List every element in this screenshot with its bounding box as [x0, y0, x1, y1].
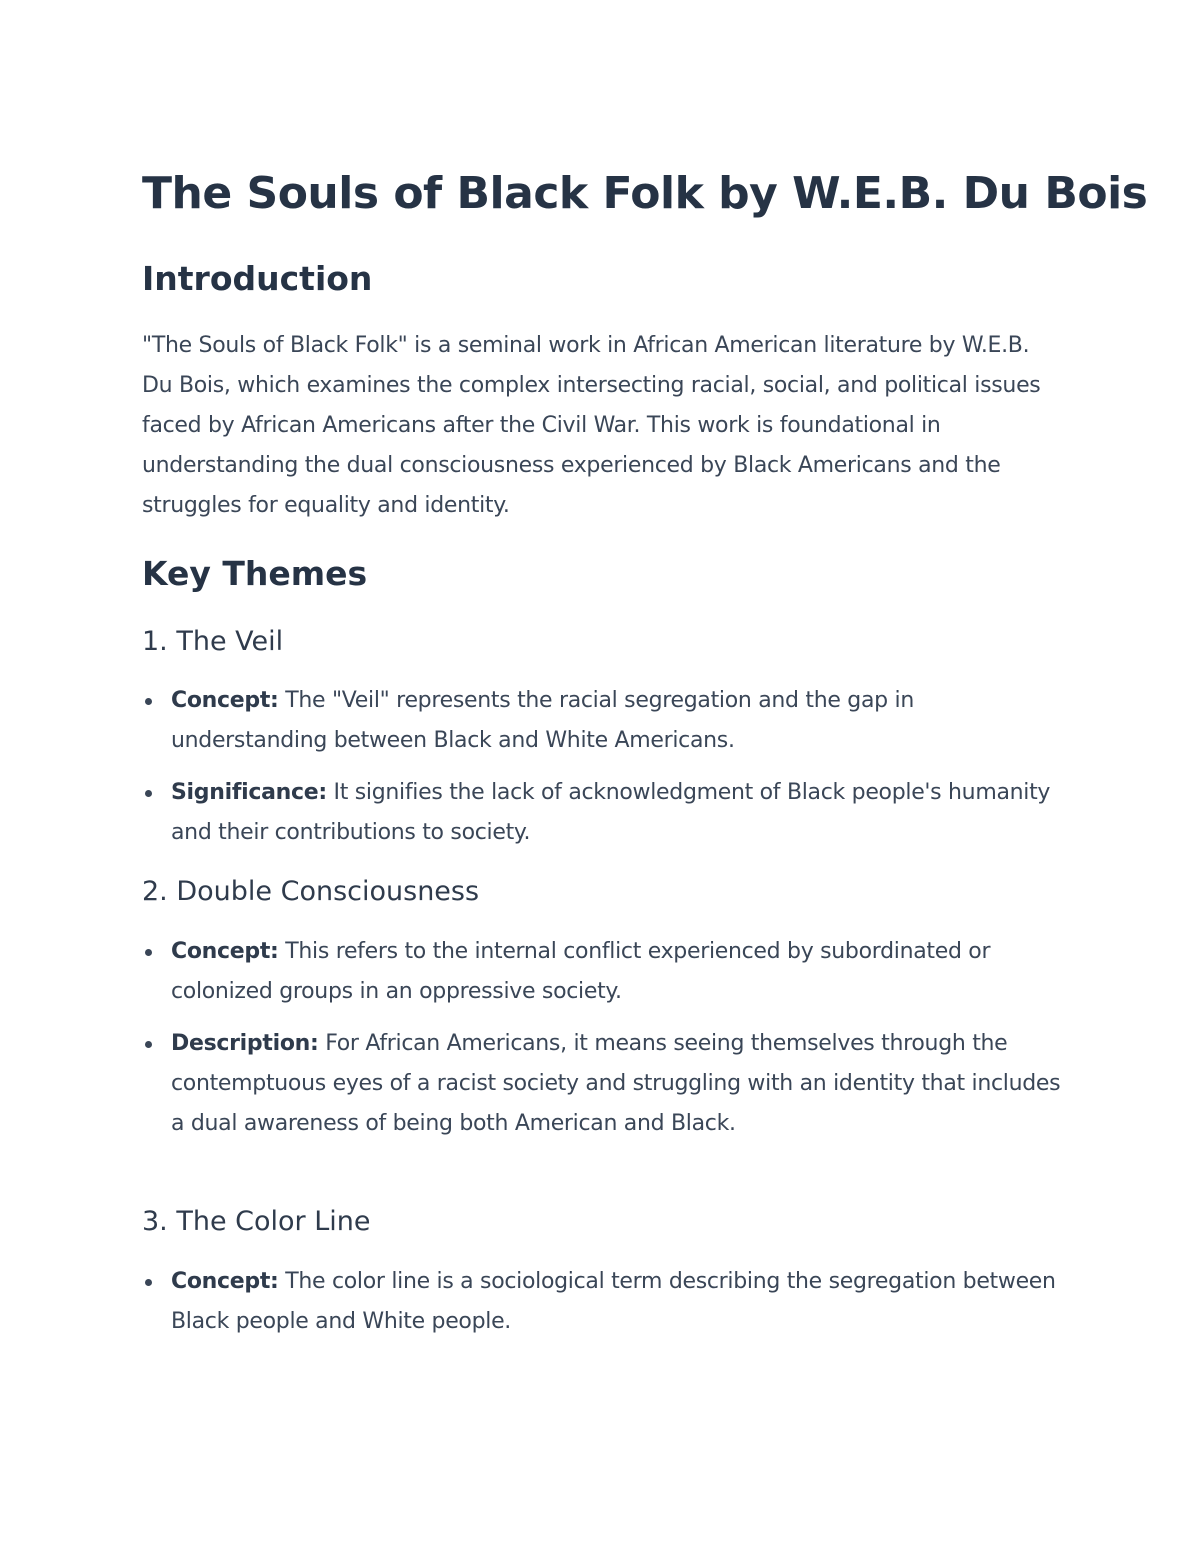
theme-heading-veil: 1. The Veil — [142, 626, 284, 657]
point-text: The "Veil" represents the racial segregation and the gap in understanding between Black and White Americans. — [171, 688, 914, 753]
document-title: The Souls of Black Folk by W.E.B. Du Bois — [142, 168, 1148, 219]
list-item — [142, 681, 1062, 761]
point-term: Concept: — [171, 939, 279, 964]
introduction-paragraph: "The Souls of Black Folk" is a seminal work in African American literature by W.E.B. Du Bois, which examines the complex intersecting racial, social, and political issues faced by African Americans after the Civil War. This work is foundational in understanding the dual consciousness experienced by Black Americans and the struggles for equality and identity. — [142, 333, 1041, 518]
point-term: Concept: — [171, 688, 279, 713]
theme-heading-double-consciousness: 2. Double Consciousness — [142, 876, 480, 907]
key-themes-heading: Key Themes — [142, 554, 368, 593]
theme-list-double-consciousness — [142, 932, 1062, 1156]
bullet-dot-icon — [145, 1041, 152, 1048]
point-term: Significance: — [171, 780, 327, 805]
theme-heading-color-line: 3. The Color Line — [142, 1206, 371, 1237]
bullet-dot-icon — [145, 949, 152, 956]
bullet-dot-icon — [145, 790, 152, 797]
list-item — [142, 1262, 1062, 1342]
point-term: Description: — [171, 1031, 319, 1056]
point-text: For African Americans, it means seeing themselves through the contemptuous eyes of a racist society and struggling with an identity that includes a dual awareness of being both American and Black. — [171, 1031, 1061, 1136]
list-item — [142, 773, 1062, 853]
point-text: This refers to the internal conflict experienced by subordinated or colonized groups in an oppressive society. — [171, 939, 991, 1004]
theme-list-color-line — [142, 1262, 1062, 1354]
point-term: Concept: — [171, 1269, 279, 1294]
bullet-dot-icon — [145, 1279, 152, 1286]
bullet-dot-icon — [145, 698, 152, 705]
list-item — [142, 932, 1062, 1012]
theme-list-veil — [142, 681, 1062, 865]
list-item — [142, 1024, 1062, 1144]
introduction-heading: Introduction — [142, 259, 373, 298]
point-text: The color line is a sociological term describing the segregation between Black people and White people. — [171, 1269, 1056, 1334]
point-text: It signifies the lack of acknowledgment of Black people's humanity and their contributions to society. — [171, 780, 1051, 845]
